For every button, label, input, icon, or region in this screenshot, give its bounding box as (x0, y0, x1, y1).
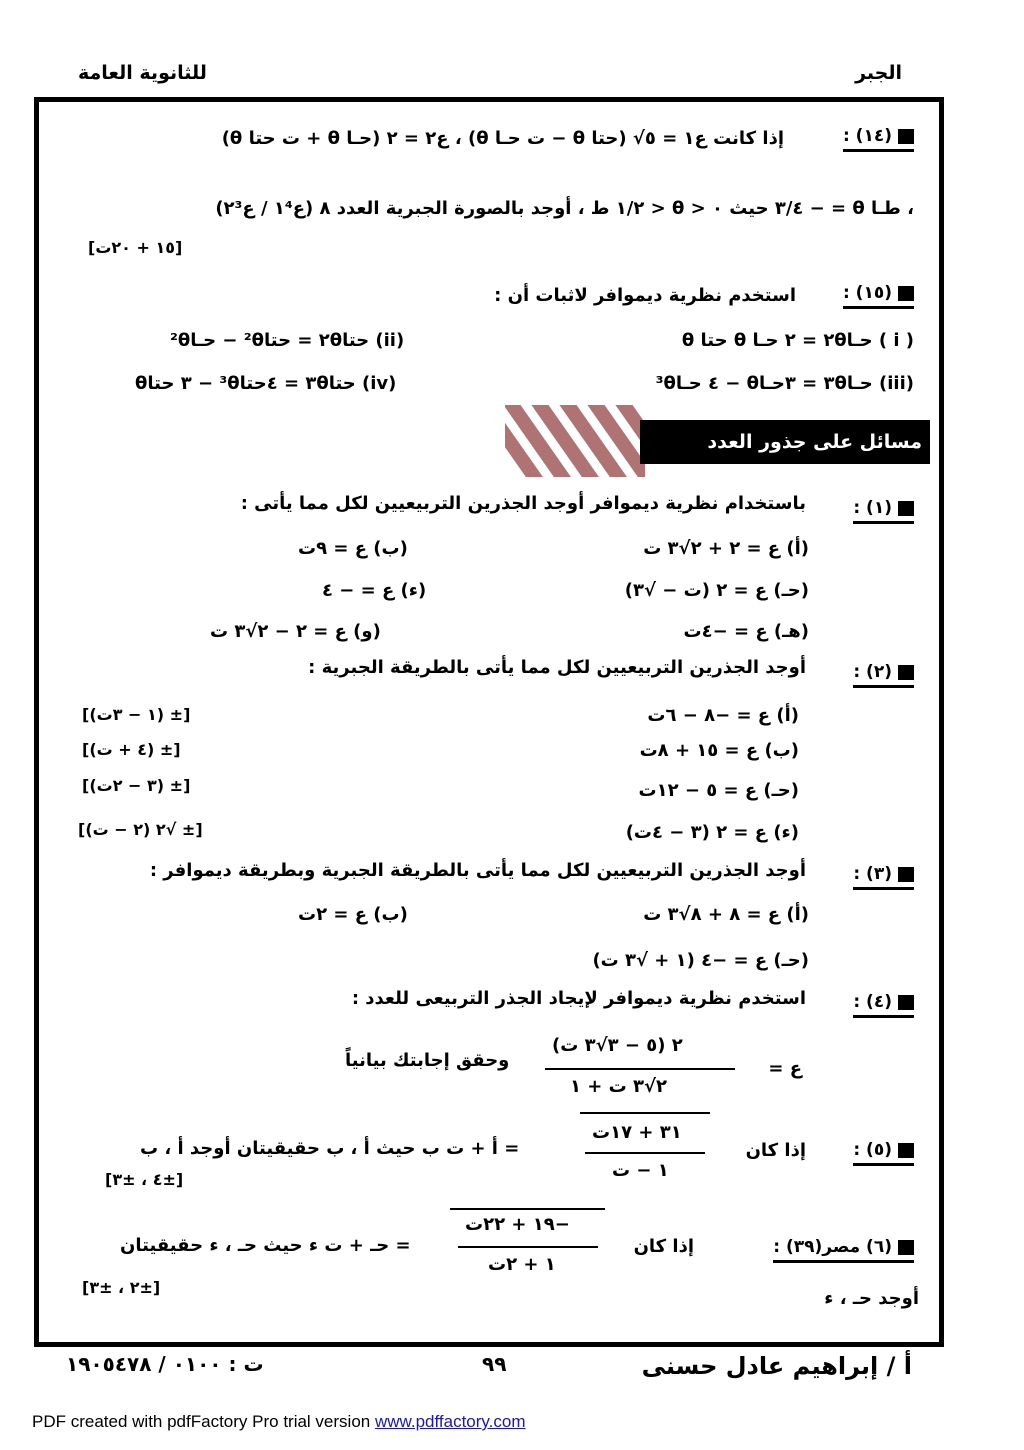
footer-phone: ت : ٠١٠٠ / ١٩٠٥٤٧٨ (66, 1352, 264, 1376)
r5-text: إذا كان (745, 1140, 806, 1161)
r1-f: (و) ع = ٢ − ٢√٣ ت (210, 621, 381, 642)
q15-iv: (iv) حتا٣θ = ٤حتا³θ − ٣ حتاθ (135, 373, 397, 394)
r2-ans-d: [± √٢ (٢ − ت)] (78, 820, 203, 839)
r3-a: (أ) ع = ٨ + ٨√٣ ت (643, 904, 809, 925)
r6-answer: [±٢ ، ±٣] (82, 1278, 161, 1297)
r5-tail: = أ + ت ب حيث أ ، ب حقيقيتان أوجد أ ، ب (140, 1138, 520, 1159)
r2-ans-c: [± (٣ − ٢ت)] (82, 776, 191, 795)
r4-denominator: ٢√٣ ت + ١ (570, 1076, 667, 1097)
section-banner: مسائل على جذور العدد المركب : (640, 420, 930, 464)
q14-answer: [١٥ + ٢٠ت] (88, 238, 183, 257)
r1-tag: (١) : (853, 498, 914, 524)
r5-answer: [±٤ ، ±٣] (105, 1170, 184, 1189)
r1-c: (حـ) ع = ٢ (ت − √٣) (624, 580, 809, 601)
r1-a: (أ) ع = ٢ + ٢√٣ ت (643, 538, 809, 559)
q14-tag: (١٤) : (843, 126, 914, 152)
r2-ans-a: [± (١ − ٣ت)] (82, 705, 191, 724)
r6-fraction-bar (458, 1246, 598, 1248)
r6-line2: أوجد حـ ، ء (824, 1288, 919, 1309)
q15-iii: (iii) حـا٣θ = ٣حـاθ − ٤ حـا³θ (655, 373, 914, 394)
r6-denominator: ١ + ٢ت (488, 1254, 556, 1275)
r6-numerator: −١٩ + ٢٢ت (465, 1214, 570, 1235)
r3-b: (ب) ع = ٢ت (298, 904, 408, 925)
r2-d: (ء) ع = ٢ (٣ − ٤ت) (625, 822, 799, 843)
q14-line1: إذا كانت ع١ = ٥√ (حتا θ − ت حـا θ) ، ع٢ = ٢ (حـا θ + ت حتا θ) (221, 128, 784, 149)
header-subject: الجبر (855, 62, 902, 84)
r4-lhs: ع = (768, 1058, 802, 1079)
r5-radical (580, 1112, 710, 1114)
r6-radical (450, 1208, 605, 1210)
r5-tag: (٥) : (853, 1140, 914, 1166)
footer-page-number: ٩٩ (482, 1352, 507, 1376)
r1-d: (ء) ع = − ٤ (322, 580, 427, 601)
q15-ii: (ii) حتا٢θ = حتا²θ − حـا²θ (170, 330, 405, 351)
r3-text: أوجد الجذرين التربيعيين لكل مما يأتى بالطريقة الجبرية وبطريقة ديموافر : (149, 860, 806, 881)
r5-numerator: ٣١ + ١٧ت (592, 1122, 682, 1143)
r4-fraction-bar (545, 1068, 735, 1070)
pdf-watermark-note: PDF created with pdfFactory Pro trial version www.pdffactory.com (32, 1412, 526, 1431)
q15-text: استخدم نظرية ديموافر لاثبات أن : (494, 285, 796, 306)
header-level: للثانوية العامة (78, 62, 207, 84)
r2-c: (حـ) ع = ٥ − ١٢ت (638, 780, 799, 801)
pdffactory-link[interactable]: www.pdffactory.com (374, 1412, 526, 1431)
r2-text: أوجد الجذرين التربيعيين لكل مما يأتى بالطريقة الجبرية : (308, 657, 806, 678)
q15-i: ( i ) حـا٢θ = ٢ حـا θ حتا θ (681, 330, 914, 351)
r3-c: (حـ) ع = −٤ (١ + √٣ ت) (592, 950, 809, 971)
r3-tag: (٣) : (853, 864, 914, 890)
r1-e: (هـ) ع = −٤ت (683, 621, 809, 642)
q15-tag: (١٥) : (843, 283, 914, 309)
r2-a: (أ) ع = −٨ − ٦ت (647, 705, 799, 726)
r4-text: استخدم نظرية ديموافر لإيجاد الجذر التربيعى للعدد : (351, 988, 806, 1009)
r2-ans-b: [± (٤ + ت)] (82, 740, 181, 759)
r2-tag: (٢) : (853, 662, 914, 688)
r1-text: باستخدام نظرية ديموافر أوجد الجذرين التربيعيين لكل مما يأتى : (240, 493, 806, 514)
r4-tag: (٤) : (853, 992, 914, 1018)
decorative-stripes (505, 405, 645, 477)
r4-numerator: ٢ (٥ − ٣√٣ ت) (552, 1035, 683, 1056)
r2-b: (ب) ع = ١٥ + ٨ت (639, 740, 799, 761)
r4-tail: وحقق إجابتك بيانياً (345, 1050, 510, 1071)
r5-fraction-bar (585, 1152, 705, 1154)
r5-denominator: ١ − ت (612, 1160, 669, 1181)
footer-author: أ / إبراهيم عادل حسنى (641, 1352, 912, 1380)
r6-text: إذا كان (633, 1236, 694, 1257)
r1-b: (ب) ع = ٩ت (298, 538, 408, 559)
r6-tag: (٦) مصر(٣٩) : (773, 1237, 914, 1263)
q14-line2: ، طـا θ = − ٣/٤ حيث ٠ < θ < ١/٢ ط ، أوجد بالصورة الجبرية العدد ٨ (ع١⁴ / ع٢³) (215, 198, 914, 219)
r6-tail: = حـ + ت ء حيث حـ ، ء حقيقيتان (120, 1235, 411, 1256)
